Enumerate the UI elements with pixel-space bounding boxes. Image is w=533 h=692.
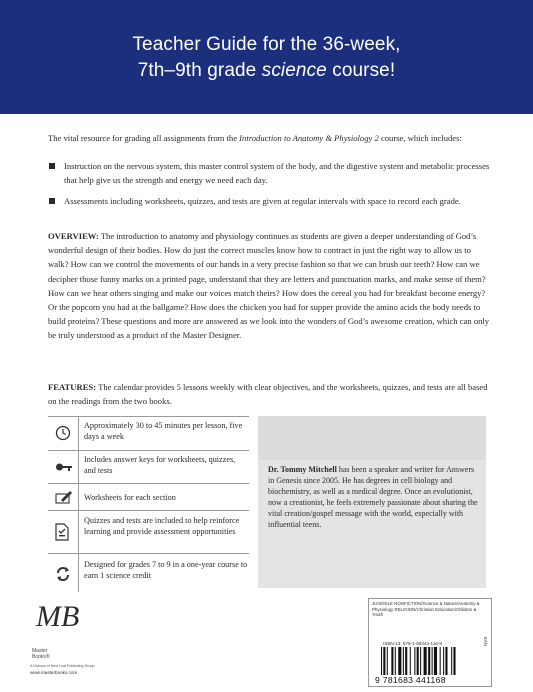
bullet-square-icon <box>49 163 55 169</box>
barcode-number: 9 781683 441168 <box>375 675 446 685</box>
category-text: JUVENILE NONFICTION/Science & Nature/Anatomy & Physiology RELIGION/Christian Education/Children & Youth <box>372 601 480 618</box>
refresh-icon <box>48 554 79 592</box>
bullet-text: Instruction on the nervous system, this master control system of the body, and the digestive system and metabolic processes that help give us the strength and energy we need each day. <box>64 161 490 185</box>
header-title-line1: Teacher Guide for the 36-week, <box>132 34 401 55</box>
feature-row <box>48 484 249 511</box>
feature-row <box>48 511 249 554</box>
author-description: has been a speaker and writer for Answers in Genesis since 2005. He has degrees in cell biology and biochemistry, as well as a medical degree. Once an evolutionist, now a creationist, he feels extremely passionate about sharing the vital creation/gospel message with the world, especially with influential teens. <box>268 465 478 529</box>
feature-text: Approximately 30 to 45 minutes per lesson, five days a week <box>84 421 243 441</box>
publisher-logo <box>30 600 100 690</box>
author-photo-area <box>258 416 486 460</box>
intro-paragraph <box>48 131 488 145</box>
author-bio-text <box>268 464 478 530</box>
feature-text: Designed for grades 7 to 9 in a one-year course to earn 1 science credit <box>84 560 248 580</box>
overview-paragraph <box>48 229 490 343</box>
feature-table <box>48 416 249 592</box>
author-bio-box <box>258 416 486 588</box>
intro-suffix: course, which includes: <box>378 133 462 143</box>
bullet-square-icon <box>49 198 55 204</box>
barcode-bar <box>420 647 421 675</box>
publisher-logo-mark: MB <box>36 600 80 633</box>
barcode-bar <box>387 647 388 675</box>
key-icon <box>48 451 79 483</box>
features-paragraph <box>48 380 490 408</box>
feature-row <box>48 554 249 592</box>
feature-text: Quizzes and tests are included to help reinforce learning and provide assessment opportunities <box>84 516 240 536</box>
barcode-bar <box>395 647 396 675</box>
publisher-name <box>32 648 50 660</box>
features-label: FEATURES: <box>48 382 97 392</box>
barcode-bar <box>410 647 411 675</box>
barcode-bar <box>453 647 455 675</box>
feature-row <box>48 417 249 451</box>
clock-icon <box>48 417 79 450</box>
header-line2-suffix: course! <box>326 60 396 81</box>
barcode-bar <box>434 647 437 675</box>
barcode-bar <box>381 647 382 675</box>
barcode-bars <box>381 647 479 675</box>
barcode-bar <box>391 647 393 675</box>
isbn-label: ISBN-13: 978-1-68344-116-8 <box>383 641 442 646</box>
pencil-icon <box>48 484 79 510</box>
author-name: Dr. Tommy Mitchell <box>268 465 337 474</box>
barcode-bar <box>424 647 427 675</box>
barcode-bar <box>398 647 401 675</box>
header-title-line2 <box>0 60 533 82</box>
overview-label: OVERVIEW: <box>48 231 99 241</box>
intro-book-title: Introduction to Anatomy & Physiology 2 <box>239 133 379 143</box>
barcode-bar <box>414 647 415 675</box>
bullet-item <box>64 159 494 187</box>
barcode-bar <box>417 647 419 675</box>
barcode-bar <box>403 647 404 675</box>
publisher-name-line2: Books® <box>32 654 50 660</box>
feature-text: Includes answer keys for worksheets, quizzes, and tests <box>84 455 236 475</box>
features-text: The calendar provides 5 lessons weekly with clear objectives, and the worksheets, quizzes, and tests are all based on the readings from the two books. <box>48 382 488 407</box>
ean-label: EAN <box>483 636 489 647</box>
barcode-bar <box>428 647 430 675</box>
header-banner <box>0 0 533 114</box>
bullet-item <box>64 194 494 208</box>
publisher-url: www.masterbooks.com <box>30 670 78 675</box>
publisher-tagline: A Division of New Leaf Publishing Group <box>30 664 95 668</box>
document-icon <box>48 511 79 553</box>
barcode-bar <box>383 647 385 675</box>
barcode-bar <box>440 647 441 675</box>
overview-text: The introduction to anatomy and physiology continues as students are given a deeper understanding of God’s wonderful design of their bodies. How do just the correct muscles know how to contract in just the right way to allow us to walk? How can we control the movements of our hands in a very precise fashion so that we can brush our teeth? How can we decipher those funny marks on a printed page, understand that they are letters and punctuation marks, and make sense of them? How can we hear others singing and make our voices match theirs? How does the cereal you had for breakfast become energy? Or the popcorn you had at the ballgame? How does the chicken you had for supper provide the amino acids the body needs to build proteins? These questions and more are answered as we look into the wonders of God’s awesome creation, which can only be truly understood as a product of the Master Designer. <box>48 231 490 341</box>
intro-prefix: The vital resource for grading all assignments from the <box>48 133 240 143</box>
header-line2-prefix: 7th–9th grade <box>137 60 262 81</box>
barcode-bar <box>445 647 447 675</box>
bullet-text: Assessments including worksheets, quizzes, and tests are given at regular intervals with space to record each grade. <box>64 196 461 206</box>
feature-row <box>48 451 249 484</box>
publisher-name-line1: Master <box>32 648 48 654</box>
barcode-box <box>368 598 492 687</box>
barcode-bar <box>443 647 444 675</box>
feature-text: Worksheets for each section <box>84 493 176 502</box>
header-line2-emphasis: science <box>261 60 327 81</box>
barcode-bar <box>432 647 433 675</box>
barcode-bar <box>405 647 407 675</box>
barcode-bar <box>451 647 452 675</box>
